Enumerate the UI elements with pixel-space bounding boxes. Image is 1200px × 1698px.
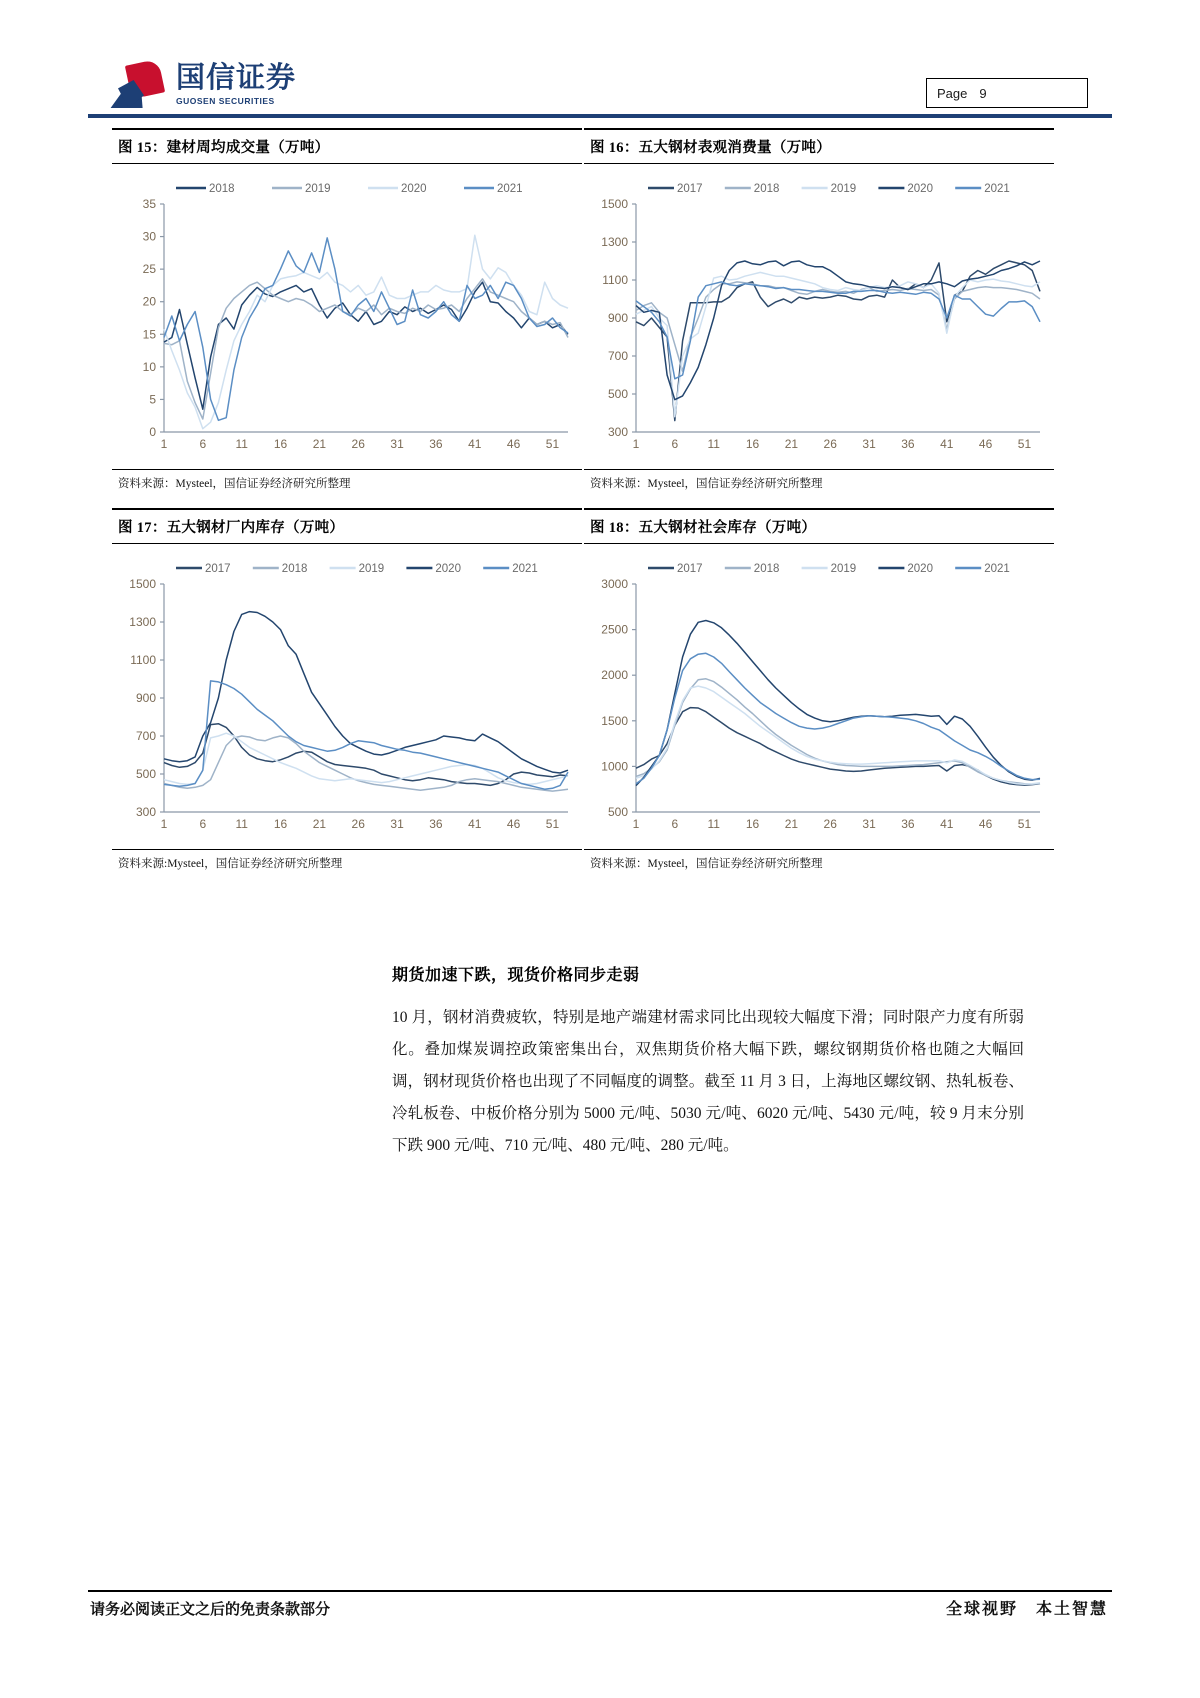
chart-svg-fig17 <box>112 550 582 850</box>
x-tick-label: 36 <box>429 437 443 451</box>
figure-16-title-bar <box>584 128 1054 164</box>
figure-16-source: 资料来源：Mysteel，国信证券经济研究所整理 <box>590 478 823 490</box>
y-tick-label: 1500 <box>129 577 156 591</box>
chart-fig18 <box>584 550 1054 850</box>
x-tick-label: 41 <box>468 817 482 831</box>
series-line-2017 <box>636 261 1040 421</box>
x-tick-label: 11 <box>235 817 248 831</box>
x-tick-label: 46 <box>978 437 993 451</box>
series-line-2017 <box>636 708 1040 786</box>
y-tick-label: 20 <box>142 294 156 309</box>
series-line-2018 <box>164 282 568 409</box>
legend-label-2017: 2017 <box>205 563 231 575</box>
page-number: 9 <box>979 85 987 101</box>
x-tick-label: 46 <box>978 817 993 831</box>
y-tick-label: 1100 <box>130 653 156 667</box>
series-line-2021 <box>164 681 568 789</box>
x-tick-label: 26 <box>351 437 365 451</box>
x-tick-label: 26 <box>351 817 365 831</box>
figure-18-title-bar <box>584 508 1054 544</box>
y-tick-label: 1500 <box>601 197 628 211</box>
y-tick-label: 30 <box>142 229 156 244</box>
brand-logo <box>112 62 296 108</box>
x-tick-label: 41 <box>940 437 954 451</box>
x-tick-label: 51 <box>1017 817 1032 831</box>
figure-15-source: 资料来源：Mysteel，国信证券经济研究所整理 <box>118 478 351 490</box>
legend-label-2019: 2019 <box>830 183 857 195</box>
x-tick-label: 6 <box>199 817 207 831</box>
legend-label-2019: 2019 <box>305 183 331 195</box>
chart-svg-fig15 <box>112 170 582 470</box>
y-tick-label: 3000 <box>601 577 628 591</box>
x-tick-label: 36 <box>429 817 443 831</box>
figure-16-body <box>584 164 1054 469</box>
y-tick-label: 1500 <box>601 713 628 728</box>
x-tick-label: 26 <box>823 437 837 451</box>
x-tick-label: 11 <box>707 817 720 831</box>
figure-15-title-bar <box>112 128 582 164</box>
x-tick-label: 6 <box>199 437 207 451</box>
x-tick-label: 11 <box>707 437 720 451</box>
section-paragraph: 10 月，钢材消费疲软，特别是地产端建材需求同比出现较大幅度下滑；同时限产力度有所弱化。叠加煤炭调控政策密集出台，双焦期货价格大幅下跌，螺纹钢期货价格也随之大幅回调，钢材现货价格也出现了不同幅度的调整。截至 11 月 3 日，上海地区螺纹钢、热轧板卷、冷轧板卷、中板价格分别为 5000 元/吨、5030 元/吨、6020 元/吨、5430 元/吨，较 9 月末分别下跌 900 元/吨、710 元/吨、480 元/吨、280 元/吨。 <box>392 1009 1024 1154</box>
x-tick-label: 26 <box>823 817 837 831</box>
x-tick-label: 41 <box>468 437 482 451</box>
page-label: Page <box>937 85 968 101</box>
x-tick-label: 11 <box>235 437 248 451</box>
y-tick-label: 500 <box>607 387 628 401</box>
x-tick-label: 46 <box>506 437 521 451</box>
chart-svg-fig18 <box>584 550 1054 850</box>
section-heading: 期货加速下跌，现货价格同步走弱 <box>392 967 640 984</box>
x-tick-label: 41 <box>940 817 954 831</box>
figure-15-title: 图 15：建材周均成交量（万吨） <box>118 140 330 156</box>
x-tick-label: 16 <box>273 817 288 831</box>
figure-18-source: 资料来源：Mysteel，国信证券经济研究所整理 <box>590 858 823 870</box>
figure-18-title: 图 18：五大钢材社会库存（万吨） <box>590 520 817 536</box>
series-line-2019 <box>636 272 1040 416</box>
series-line-2020 <box>636 621 1040 786</box>
series-line-2018 <box>164 736 568 791</box>
figure-18-source-bar <box>584 849 1054 875</box>
figure-17 <box>112 508 582 875</box>
legend-label-2018: 2018 <box>753 563 780 575</box>
x-tick-label: 21 <box>312 437 327 451</box>
legend-label-2021: 2021 <box>512 563 538 575</box>
x-tick-label: 21 <box>784 817 799 831</box>
y-tick-label: 2500 <box>601 622 628 637</box>
y-tick-label: 700 <box>607 349 628 363</box>
x-tick-label: 6 <box>671 817 679 831</box>
x-tick-label: 1 <box>160 437 168 451</box>
series-line-2021 <box>164 238 568 420</box>
y-tick-label: 500 <box>607 805 628 819</box>
x-tick-label: 1 <box>160 817 168 831</box>
x-tick-label: 21 <box>312 817 327 831</box>
figure-17-body <box>112 544 582 849</box>
y-tick-label: 2000 <box>601 668 628 683</box>
brand-name-cn: 国信证券 <box>176 62 297 95</box>
chart-fig16 <box>584 170 1054 470</box>
y-tick-label: 700 <box>135 729 156 743</box>
series-line-2018 <box>636 679 1040 784</box>
y-tick-label: 1300 <box>129 615 156 629</box>
y-tick-label: 900 <box>607 311 628 325</box>
chart-svg-fig16 <box>584 170 1054 470</box>
legend-label-2020: 2020 <box>907 563 933 575</box>
x-tick-label: 31 <box>862 817 876 831</box>
y-tick-label: 300 <box>135 805 156 819</box>
y-tick-label: 15 <box>142 327 156 342</box>
x-tick-label: 51 <box>1017 437 1032 451</box>
x-tick-label: 36 <box>901 817 915 831</box>
figure-17-source: 资料来源:Mysteel，国信证券经济研究所整理 <box>118 858 343 870</box>
figure-16-source-bar <box>584 469 1054 495</box>
chart-fig15 <box>112 170 582 470</box>
legend-label-2021: 2021 <box>984 183 1010 195</box>
legend-label-2020: 2020 <box>907 183 933 195</box>
x-tick-label: 51 <box>545 817 560 831</box>
figure-16 <box>584 128 1054 495</box>
x-tick-label: 31 <box>390 817 404 831</box>
x-tick-label: 6 <box>671 437 679 451</box>
y-tick-label: 0 <box>149 425 156 439</box>
legend-label-2020: 2020 <box>401 183 427 195</box>
legend-label-2017: 2017 <box>677 183 703 195</box>
x-tick-label: 1 <box>632 437 640 451</box>
footer-slogan: 全球视野 本土智慧 <box>945 1601 1108 1618</box>
figure-17-source-bar <box>112 849 582 875</box>
legend-label-2021: 2021 <box>497 183 523 195</box>
figure-16-title: 图 16：五大钢材表观消费量（万吨） <box>590 140 832 156</box>
y-tick-label: 25 <box>142 262 156 277</box>
y-tick-label: 10 <box>142 359 156 374</box>
x-tick-label: 31 <box>862 437 876 451</box>
page-header <box>0 0 1200 120</box>
header-divider <box>88 114 1112 118</box>
y-tick-label: 900 <box>135 691 156 705</box>
footer-disclaimer: 请务必阅读正文之后的免责条款部分 <box>90 1602 331 1618</box>
legend-label-2018: 2018 <box>209 183 235 195</box>
series-line-2020 <box>164 235 568 428</box>
x-tick-label: 36 <box>901 437 915 451</box>
legend-label-2018: 2018 <box>753 183 780 195</box>
x-tick-label: 21 <box>784 437 799 451</box>
legend-label-2019: 2019 <box>358 563 385 575</box>
legend-label-2019: 2019 <box>830 563 857 575</box>
legend-label-2020: 2020 <box>435 563 461 575</box>
x-tick-label: 1 <box>632 817 640 831</box>
y-tick-label: 300 <box>607 425 628 439</box>
series-line-2021 <box>636 282 1040 379</box>
y-tick-label: 1100 <box>602 273 628 287</box>
y-tick-label: 35 <box>142 197 156 211</box>
legend-label-2021: 2021 <box>984 563 1010 575</box>
y-tick-label: 1000 <box>601 759 628 774</box>
x-tick-label: 46 <box>506 817 521 831</box>
figure-15 <box>112 128 582 495</box>
figure-17-title-bar <box>112 508 582 544</box>
x-tick-label: 31 <box>390 437 404 451</box>
legend-label-2017: 2017 <box>677 563 703 575</box>
figure-18-body <box>584 544 1054 849</box>
figure-15-source-bar <box>112 469 582 495</box>
x-tick-label: 16 <box>273 437 288 451</box>
figure-18 <box>584 508 1054 875</box>
y-tick-label: 500 <box>135 767 156 781</box>
chart-fig17 <box>112 550 582 850</box>
figure-17-title: 图 17：五大钢材厂内库存（万吨） <box>118 520 345 536</box>
legend-label-2018: 2018 <box>281 563 308 575</box>
x-tick-label: 16 <box>745 817 760 831</box>
x-tick-label: 16 <box>745 437 760 451</box>
y-tick-label: 5 <box>149 392 156 407</box>
brand-name-en: GUOSEN SECURITIES <box>176 96 275 107</box>
guosen-logo-icon <box>112 62 168 108</box>
page-number-box <box>926 78 1088 108</box>
figure-15-body <box>112 164 582 469</box>
x-tick-label: 51 <box>545 437 560 451</box>
footer-divider <box>88 1590 1112 1592</box>
y-tick-label: 1300 <box>601 235 628 249</box>
